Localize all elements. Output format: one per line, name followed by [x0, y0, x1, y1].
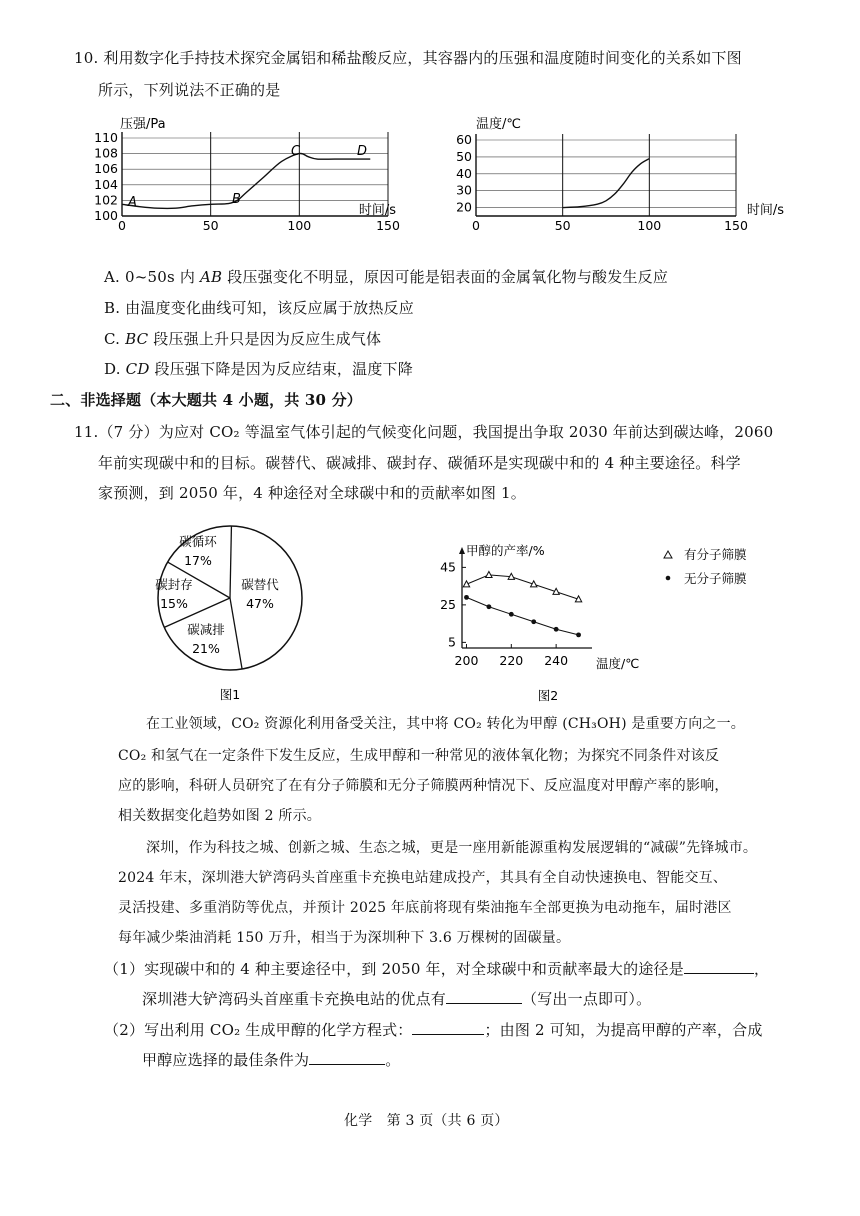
q11-para1-line3: 应的影响，科研人员研究了在有分子筛膜和无分子筛膜两种情况下、反应温度对甲醇产率的影响， — [118, 778, 729, 794]
temperature-series-line — [563, 159, 650, 208]
q11-para2-line1: 深圳，作为科技之城、创新之城、生态之城，更是一座用新能源重构发展逻辑的“减碳”先锋城市。 — [146, 840, 758, 856]
q11-sub2-line1: （2）写出利用 CO₂ 生成甲醇的化学方程式： ；由图 2 可知，为提高甲醇的产率，合成 — [104, 1021, 763, 1039]
point-without-membrane — [531, 619, 536, 624]
point-without-membrane — [554, 627, 559, 632]
fig2-caption: 图2 — [537, 688, 559, 703]
point-without-membrane — [576, 632, 581, 637]
q11-stem-line1: 11.（7 分）为应对 CO₂ 等温室气体引起的气候变化问题，我国提出争取 2030 年前达到碳达峰，2060 — [74, 423, 774, 441]
pie-value-carbon-cycle: 17% — [184, 553, 212, 568]
pressure-xtick-label: 0 — [118, 218, 126, 233]
fig1-caption: 图1 — [219, 687, 241, 702]
pressure-ytick-label: 108 — [94, 145, 118, 161]
point-without-membrane — [464, 595, 469, 600]
q10-option-a: A. 0~50s 内 AB 段压强变化不明显，原因可能是铝表面的金属氧化物与酸发生反应 — [104, 268, 669, 286]
q11-sub2-line2: 甲醇应选择的最佳条件为 。 — [142, 1051, 401, 1069]
temperature-xtick-label: 100 — [637, 218, 662, 233]
q11-para1-line2: CO₂ 和氢气在一定条件下发生反应，生成甲醇和一种常见的液体氧化物；为探究不同条件对该反 — [118, 748, 720, 764]
temperature-ytick-label: 50 — [456, 148, 472, 164]
point-without-membrane — [486, 604, 491, 609]
point-label-c: C — [291, 144, 301, 159]
pie-label-carbon-substitution: 碳替代 — [241, 577, 279, 592]
point-label-b: B — [232, 192, 241, 207]
temperature-xtick-label: 0 — [472, 218, 480, 233]
temperature-ytick-label: 20 — [456, 199, 472, 215]
q11-para1-line4: 相关数据变化趋势如图 2 所示。 — [118, 808, 322, 824]
fig2-ylabel: 甲醇的产率/% — [466, 543, 545, 558]
legend-label-with-membrane: 有分子筛膜 — [684, 547, 747, 562]
temperature-ylabel: 温度/℃ — [476, 117, 521, 132]
pie-divider-1 — [230, 598, 242, 669]
answer-blank-4[interactable] — [309, 1050, 385, 1065]
q10-option-d: D. CD 段压强下降是因为反应结束，温度下降 — [104, 360, 413, 378]
q10-stem-line2: 所示，下列说法不正确的是 — [98, 81, 281, 99]
pie-divider-0 — [230, 526, 231, 598]
methanol-yield-chart-fig2 — [422, 540, 782, 706]
q11-para1-line1: 在工业领域，CO₂ 资源化利用备受关注，其中将 CO₂ 转化为甲醇 (CH₃OH) 是重要方向之一。 — [146, 716, 745, 732]
q11-para2-line2: 2024 年末，深圳港大铲湾码头首座重卡充换电站建成投产，其具有全自动快速换电、智能交互、 — [118, 870, 728, 886]
temperature-chart — [430, 114, 790, 246]
temperature-xtick-label: 150 — [724, 218, 748, 233]
pie-label-carbon-reduction: 碳减排 — [187, 622, 225, 637]
pressure-ylabel: 压强/Pa — [120, 117, 166, 132]
pie-chart-fig1 — [140, 516, 320, 706]
q10-option-c: C. BC 段压强上升只是因为反应生成气体 — [104, 330, 382, 348]
fig2-xtick-label: 240 — [544, 653, 569, 668]
temperature-xtick-label: 50 — [554, 218, 571, 233]
pressure-ytick-label: 106 — [94, 161, 118, 177]
q11-para2-line3: 灵活投建、多重消防等优点，并预计 2025 年底前将现有柴油拖车全部更换为电动拖车，届时港区 — [118, 900, 732, 916]
q11-sub1-line1: （1）实现碳中和的 4 种主要途径中，到 2050 年，对全球碳中和贡献率最大的途径是 ， — [104, 960, 770, 978]
legend-triangle-icon — [664, 551, 672, 558]
legend-label-without-membrane: 无分子筛膜 — [684, 571, 747, 586]
fig2-ytick-label: 25 — [440, 596, 456, 612]
fig2-xtick-label: 220 — [499, 653, 524, 668]
q11-stem-line3: 家预测，到 2050 年，4 种途径对全球碳中和的贡献率如图 1。 — [98, 484, 526, 502]
pressure-xtick-label: 100 — [287, 218, 312, 233]
legend-dot-icon — [666, 576, 671, 581]
pie-value-carbon-substitution: 47% — [246, 596, 274, 611]
pie-value-carbon-reduction: 21% — [192, 641, 220, 656]
pressure-xlabel: 时间/s — [358, 203, 396, 218]
pressure-ytick-label: 104 — [94, 176, 118, 192]
q11-stem-line2: 年前实现碳中和的目标。碳替代、碳减排、碳封存、碳循环是实现碳中和的 4 种主要途径。科学 — [98, 454, 741, 472]
pressure-chart — [88, 114, 408, 246]
temperature-ytick-label: 60 — [456, 132, 472, 147]
pie-label-carbon-storage: 碳封存 — [155, 577, 193, 592]
series-without-membrane-line — [466, 597, 578, 635]
page-footer: 化学 第 3 页（共 6 页） — [344, 1113, 509, 1129]
point-label-a: A — [128, 195, 137, 210]
pressure-ytick-label: 100 — [94, 208, 118, 223]
q11-sub1-line2: 深圳港大铲湾码头首座重卡充换电站的优点有 （写出一点即可）。 — [142, 990, 652, 1008]
fig2-xlabel: 温度/℃ — [596, 656, 640, 671]
fig2-y-axis-arrow — [459, 547, 465, 554]
q10-option-b: B. 由温度变化曲线可知，该反应属于放热反应 — [104, 299, 414, 317]
answer-blank-3[interactable] — [412, 1020, 484, 1035]
pie-label-carbon-cycle: 碳循环 — [179, 534, 217, 549]
fig2-ytick-label: 45 — [440, 559, 456, 575]
point-label-d: D — [357, 144, 368, 159]
answer-blank-1[interactable] — [684, 959, 754, 974]
q11-para2-line4: 每年减少柴油消耗 150 万升，相当于为深圳种下 3.6 万棵树的固碳量。 — [118, 930, 571, 946]
fig2-ytick-label: 5 — [448, 634, 456, 650]
q10-stem-line1: 10. 利用数字化手持技术探究金属铝和稀盐酸反应，其容器内的压强和温度随时间变化的关系如下图 — [74, 49, 742, 67]
pressure-xtick-label: 150 — [376, 218, 400, 233]
pressure-ytick-label: 102 — [94, 192, 118, 208]
point-without-membrane — [509, 612, 514, 617]
answer-blank-2[interactable] — [446, 989, 522, 1004]
series-with-membrane-line — [466, 575, 578, 599]
pie-value-carbon-storage: 15% — [160, 596, 188, 611]
point-with-membrane — [486, 571, 492, 577]
temperature-xlabel: 时间/s — [746, 203, 784, 218]
fig2-xtick-label: 200 — [454, 653, 479, 668]
pressure-ytick-label: 110 — [94, 130, 118, 145]
temperature-ytick-label: 40 — [456, 165, 472, 181]
pressure-xtick-label: 50 — [202, 218, 219, 233]
section2-heading: 二、非选择题（本大题共 4 小题，共 30 分） — [50, 391, 363, 409]
temperature-ytick-label: 30 — [456, 182, 472, 198]
